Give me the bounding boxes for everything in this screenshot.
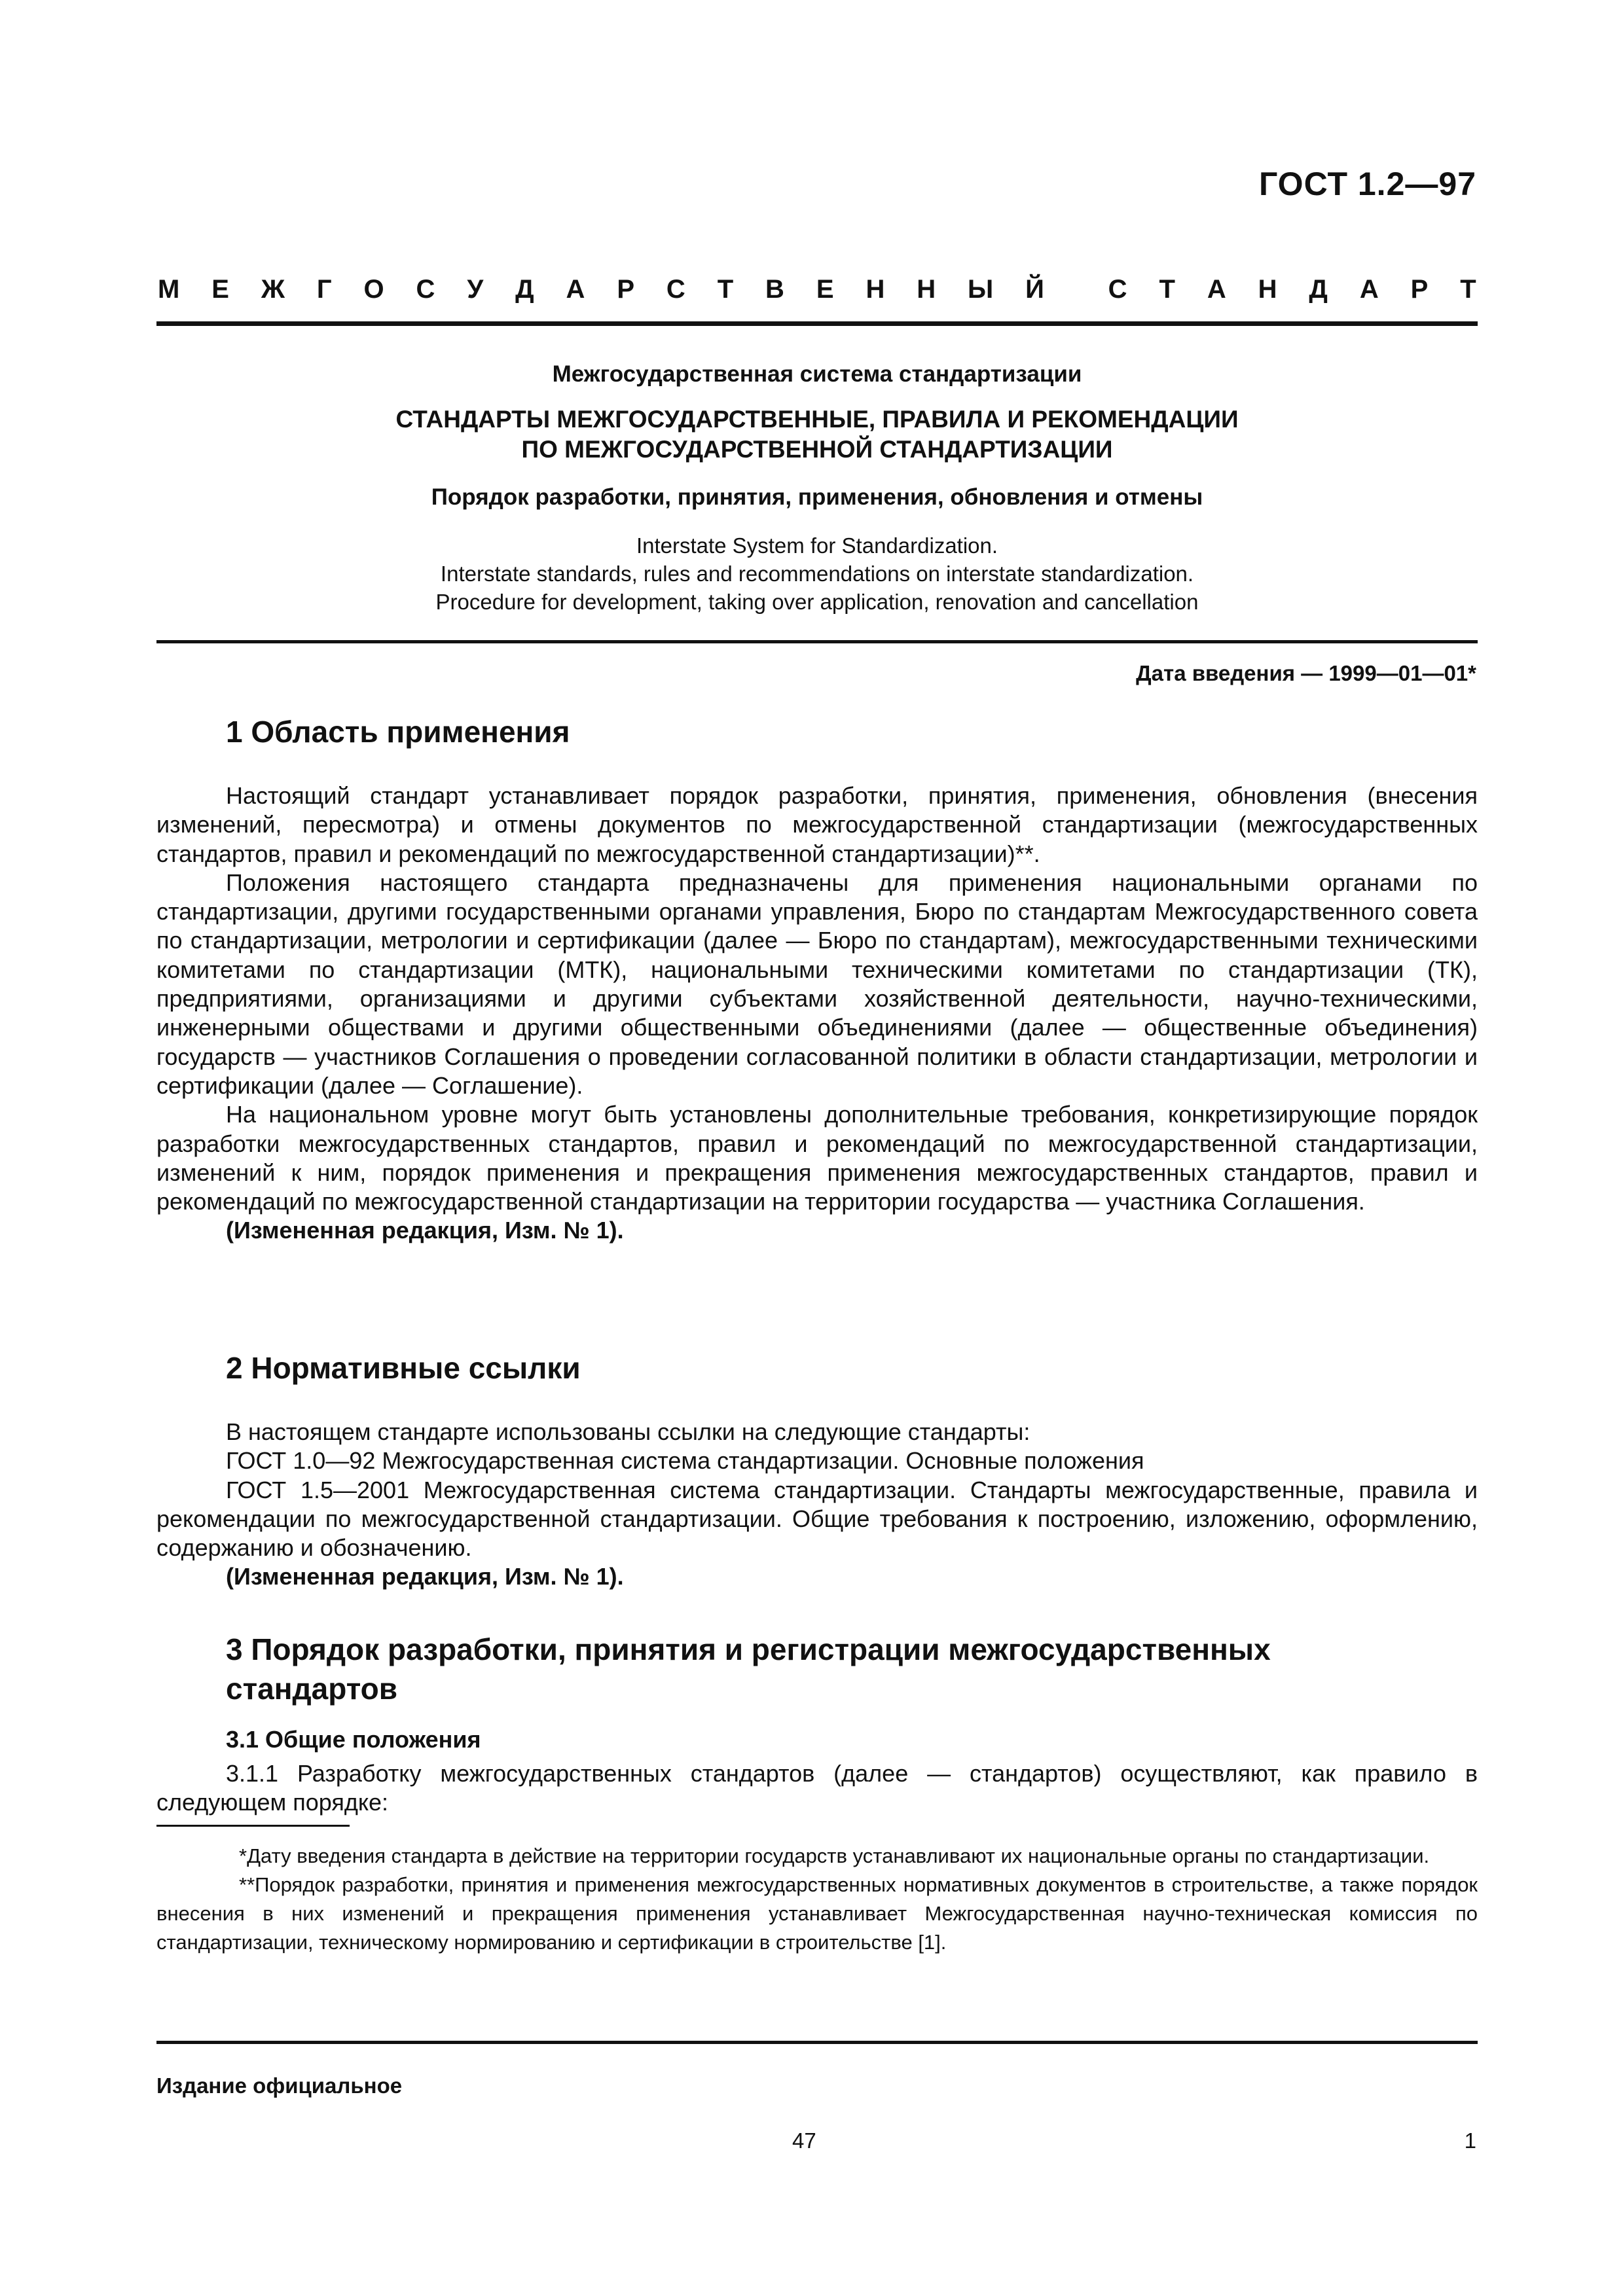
paragraph: Настоящий стандарт устанавливает порядок разработки, принятия, применения, обновления (внесения изменений, пересмотра) и отмены документов по межгосударственной стандартизации (межгосударственных стандартов, правил и рекомендаций по межгосударственной стандартизации)**.	[156, 782, 1478, 867]
banner-letter: А	[566, 275, 585, 304]
footnote-separator	[156, 1825, 350, 1827]
english-title-line-1: Interstate System for Standardization.	[636, 533, 998, 558]
english-title	[156, 531, 1478, 616]
banner-letter: Н	[866, 275, 885, 304]
banner-letter: А	[1207, 275, 1226, 304]
subsection-3-1-heading: 3.1 Общие положения	[226, 1726, 481, 1753]
section-1-body	[156, 781, 1478, 1246]
banner-rule	[156, 321, 1478, 326]
amendment-note: (Измененная редакция, Изм. № 1).	[226, 1563, 624, 1590]
standard-title	[156, 404, 1478, 465]
section-3-heading: 3 Порядок разработки, принятия и регистрации межгосударственных стандартов	[226, 1632, 1271, 1706]
paragraph: Положения настоящего стандарта предназначены для применения национальными органами по стандартизации, другими государственными органами управления, Бюро по стандартам Межгосударственного совета по стандартизации, метрологии и сертификации (далее — Бюро по стандартам), межгосударственными техническими комитетами по стандартизации (МТК), национальными техническими комитетами по стандартизации (ТК), предприятиями, организациями и другими субъектами хозяйственной деятельности, научно-техническими, инженерными обществами и другими общественными объединениями (далее — общественные объединения) государств — участников Соглашения о проведении согласованной политики в области стандартизации, метрологии и сертификации (далее — Соглашение).	[156, 869, 1478, 1099]
reference-item: ГОСТ 1.5—2001 Межгосударственная система стандартизации. Стандарты межгосударственные, правила и рекомендации по межгосударственной стандартизации. Общие требования к построению, изложению, оформлению, содержанию и обозначению.	[156, 1476, 1478, 1562]
document-number: ГОСТ 1.2—97	[1259, 166, 1476, 202]
banner-letter: О	[363, 275, 384, 304]
banner-letter: С	[1108, 275, 1127, 304]
standard-subtitle: Порядок разработки, принятия, применения, обновления и отмены	[431, 484, 1203, 510]
banner-letter: С	[416, 275, 435, 304]
reference-item: ГОСТ 1.0—92 Межгосударственная система стандартизации. Основные положения	[226, 1447, 1144, 1475]
banner-letter: Й	[1025, 275, 1044, 304]
banner-letter: А	[1359, 275, 1379, 304]
title-rule	[156, 640, 1478, 643]
footnotes	[156, 1842, 1478, 1957]
footnote: *Дату введения стандарта в действие на территории государств устанавливают их национальные органы по стандартизации.	[239, 1844, 1430, 1867]
standard-title-line-2: ПО МЕЖГОСУДАРСТВЕННОЙ СТАНДАРТИЗАЦИИ	[521, 436, 1113, 463]
section-2-heading: 2 Нормативные ссылки	[226, 1351, 581, 1385]
banner-letter: В	[765, 275, 784, 304]
banner-letter: Г	[316, 275, 332, 304]
introduction-date: Дата введения — 1999—01—01*	[1136, 661, 1476, 685]
banner-letter: Н	[917, 275, 936, 304]
amendment-note: (Измененная редакция, Изм. № 1).	[226, 1217, 624, 1244]
banner-letter: Р	[1410, 275, 1429, 304]
paragraph: 3.1.1 Разработку межгосударственных стандартов (далее — стандартов) осуществляют, как правило в следующем порядке:	[156, 1760, 1478, 1816]
page-number-center: 47	[792, 2128, 816, 2153]
page-number-right: 1	[1464, 2128, 1476, 2153]
banner-letter: Е	[816, 275, 834, 304]
footnote: **Порядок разработки, принятия и применения межгосударственных нормативных документов в строительстве, а также порядок внесения в них изменений и прекращения применения устанавливает Межгосударственная научно-техническая комиссия по стандартизации, техническому нормированию и сертификации в строительстве [1].	[156, 1873, 1478, 1954]
banner-letter: Н	[1258, 275, 1277, 304]
banner-letter: Т	[1460, 275, 1476, 304]
paragraph: В настоящем стандарте использованы ссылки на следующие стандарты:	[226, 1418, 1030, 1445]
banner-letter: Е	[211, 275, 229, 304]
paragraph: На национальном уровне могут быть установлены дополнительные требования, конкретизирующие порядок разработки межгосударственных стандартов, правил и рекомендаций по межгосударственной стандартизации, изменений к ним, порядок применения и прекращения применения межгосударственных стандартов, правил и рекомендаций по межгосударственной стандартизации на территории государства — участника Соглашения.	[156, 1101, 1478, 1215]
banner-letter: М	[158, 275, 180, 304]
banner-letter: Ы	[968, 275, 994, 304]
section-1-heading: 1 Область применения	[226, 715, 570, 749]
standard-banner	[158, 275, 1476, 304]
official-edition-label: Издание официальное	[156, 2073, 403, 2098]
banner-letter: Д	[1309, 275, 1328, 304]
system-title: Межгосударственная система стандартизации	[552, 361, 1082, 387]
banner-letter: Д	[515, 275, 534, 304]
section-3-body	[156, 1759, 1478, 1818]
banner-letter: Р	[617, 275, 634, 304]
banner-letter: Ж	[261, 275, 285, 304]
banner-letter: Т	[717, 275, 734, 304]
banner-letter: У	[467, 275, 484, 304]
banner-letter: С	[666, 275, 685, 304]
footer-rule	[156, 2041, 1478, 2044]
english-title-line-2: Interstate standards, rules and recommendations on interstate standardization.	[440, 562, 1194, 586]
banner-letter: Т	[1159, 275, 1175, 304]
english-title-line-3: Procedure for development, taking over application, renovation and cancellation	[435, 590, 1199, 614]
standard-title-line-1: СТАНДАРТЫ МЕЖГОСУДАРСТВЕННЫЕ, ПРАВИЛА И РЕКОМЕНДАЦИИ	[395, 406, 1239, 433]
section-2-body	[156, 1418, 1478, 1592]
